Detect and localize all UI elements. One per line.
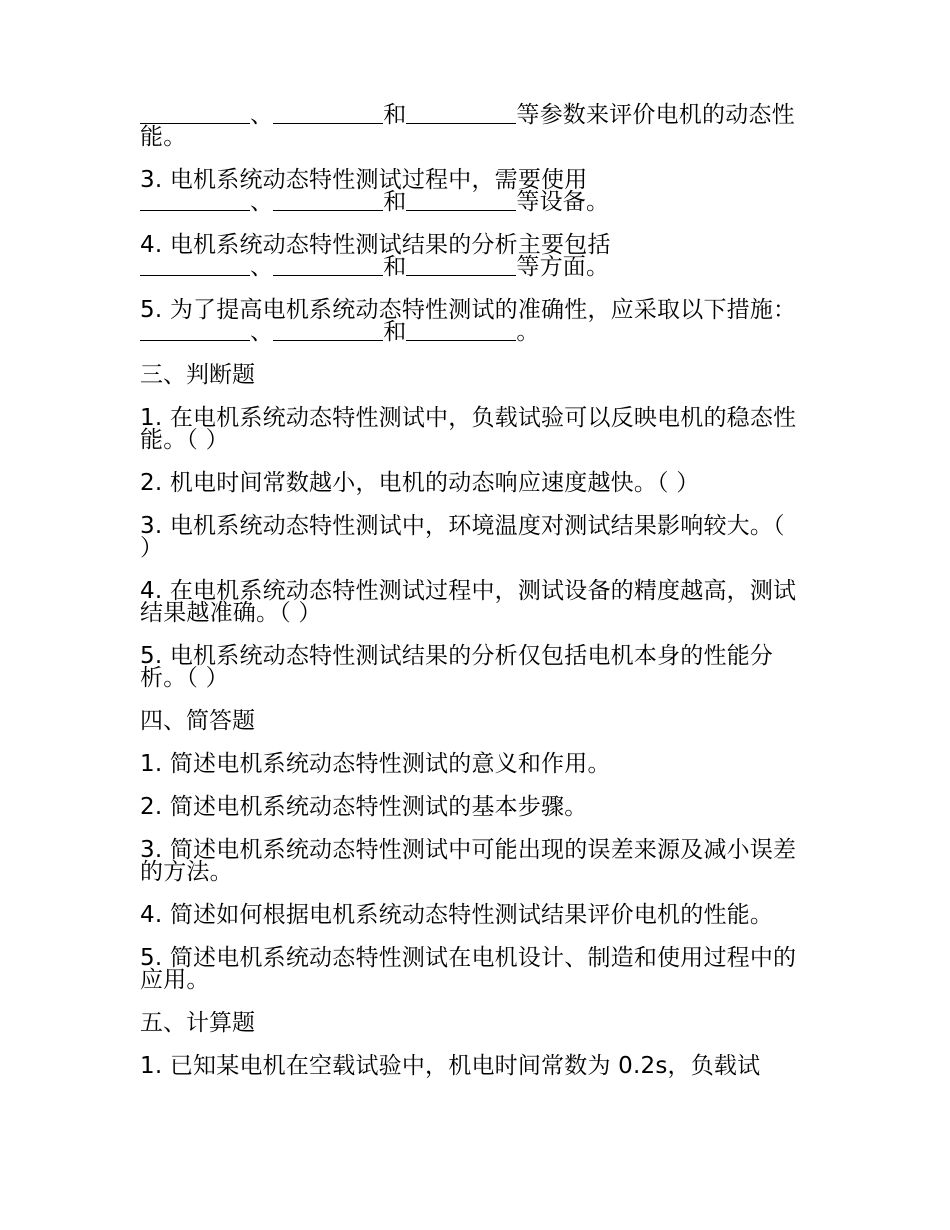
fill-blank-item-3 [140, 169, 800, 213]
true-false-item-3: 3. 电机系统动态特性测试中，环境温度对测试结果影响较大。（ ） [140, 513, 785, 561]
short-answer-item-3: 3. 简述电机系统动态特性测试中可能出现的误差来源及减小误差的方法。 [140, 837, 797, 885]
fill-blank-item-2-continued [140, 104, 800, 148]
separator: 和 [383, 189, 407, 215]
fill-blank-item-4 [140, 234, 800, 278]
answer-blank [406, 257, 516, 276]
answer-blank [273, 322, 383, 341]
item-tail-text: 等设备。 [516, 189, 610, 215]
short-answer-item-4: 4. 简述如何根据电机系统动态特性测试结果评价电机的性能。 [140, 902, 774, 928]
answer-blank [406, 192, 516, 211]
item-lead-text: 3. 电机系统动态特性测试过程中，需要使用 [140, 167, 588, 193]
answer-blank [273, 257, 383, 276]
separator: 、 [250, 189, 274, 215]
calculation-item-1: 1. 已知某电机在空载试验中，机电时间常数为 0.2s，负载试 [140, 1053, 761, 1079]
separator: 和 [383, 102, 407, 128]
item-tail-text: 等方面。 [516, 254, 610, 280]
answer-blank [140, 192, 250, 211]
answer-blank [273, 192, 383, 211]
answer-blank [140, 105, 250, 124]
separator: 、 [250, 102, 274, 128]
short-answer-item-5: 5. 简述电机系统动态特性测试在电机设计、制造和使用过程中的应用。 [140, 945, 797, 993]
separator: 、 [250, 254, 274, 280]
true-false-item-5: 5. 电机系统动态特性测试结果的分析仅包括电机本身的性能分析。（ ） [140, 643, 774, 691]
true-false-item-1: 1. 在电机系统动态特性测试中，负载试验可以反映电机的稳态性能。（ ） [140, 405, 797, 453]
short-answer-item-2: 2. 简述电机系统动态特性测试的基本步骤。 [140, 794, 588, 820]
fill-blank-item-5 [140, 299, 800, 343]
answer-blank [140, 322, 250, 341]
short-answer-item-1: 1. 简述电机系统动态特性测试的意义和作用。 [140, 751, 611, 777]
separator: 和 [383, 319, 407, 345]
true-false-item-4: 4. 在电机系统动态特性测试过程中，测试设备的精度越高，测试结果越准确。（ ） [140, 578, 797, 626]
answer-blank [406, 105, 516, 124]
item-tail-text: 等参数来评价电机的动态性能。 [140, 102, 795, 150]
section-5-title: 五、计算题 [140, 1010, 255, 1036]
item-lead-text: 5. 为了提高电机系统动态特性测试的准确性，应采取以下措施： [140, 297, 797, 323]
document-body [140, 104, 800, 1098]
section-3-title: 三、判断题 [140, 362, 255, 388]
item-tail-text: 。 [516, 319, 540, 345]
answer-blank [406, 322, 516, 341]
item-lead-text: 4. 电机系统动态特性测试结果的分析主要包括 [140, 232, 611, 258]
separator: 和 [383, 254, 407, 280]
section-4-title: 四、简答题 [140, 708, 255, 734]
true-false-item-2: 2. 机电时间常数越小，电机的动态响应速度越快。（ ） [140, 470, 700, 496]
separator: 、 [250, 319, 274, 345]
answer-blank [140, 257, 250, 276]
answer-blank [273, 105, 383, 124]
